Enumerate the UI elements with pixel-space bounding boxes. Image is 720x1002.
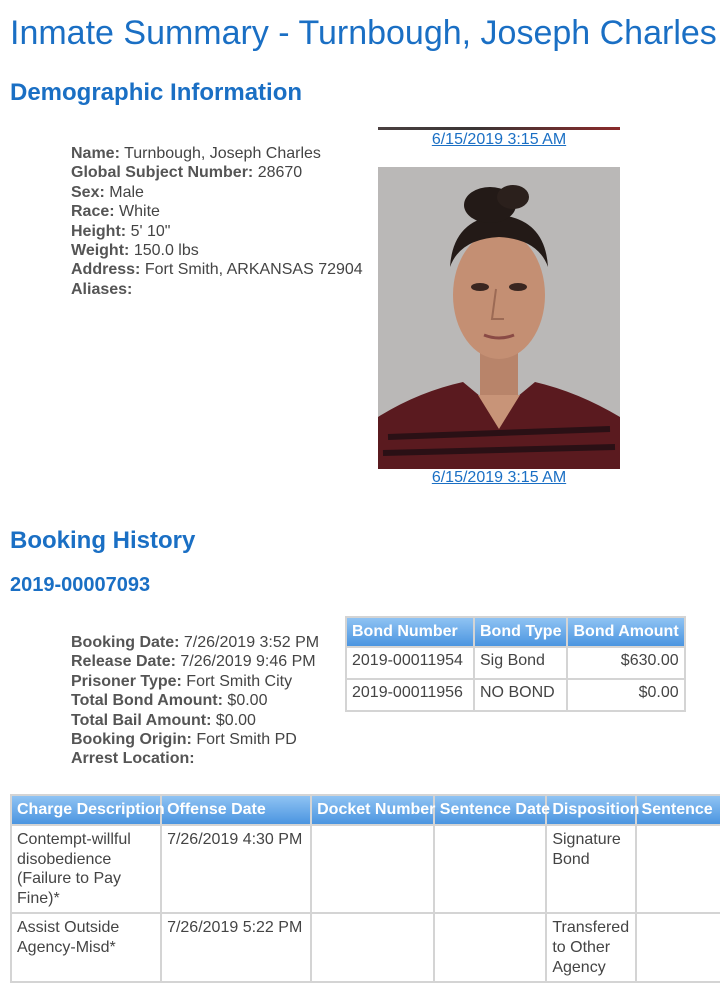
aliases-row	[71, 280, 363, 299]
bond-table	[345, 616, 686, 712]
total-bond-amount-row	[71, 691, 319, 710]
field-value: Male	[109, 183, 144, 201]
release-date-row	[71, 652, 319, 671]
field-label: Global Subject Number:	[71, 164, 254, 182]
previous-photo-edge	[378, 127, 620, 130]
booking-fields	[71, 633, 319, 769]
field-label: Race:	[71, 203, 115, 221]
bond-type-header[interactable]: Bond Type	[475, 618, 566, 646]
field-label: Total Bail Amount:	[71, 711, 212, 729]
mugshot-photo[interactable]	[378, 167, 620, 469]
photo-date-link[interactable]: 6/15/2019 3:15 AM	[431, 469, 567, 486]
arrest-location-row	[71, 749, 319, 768]
field-value: $0.00	[227, 692, 268, 710]
demographic-heading: Demographic Information	[10, 79, 303, 106]
demographic-fields	[71, 144, 363, 299]
booking-number[interactable]: 2019-00007093	[10, 574, 151, 596]
bond-amount-cell: $0.00	[568, 680, 683, 710]
disposition-cell: Transfered to Other Agency	[547, 914, 634, 981]
bond-number-header[interactable]: Bond Number	[347, 618, 473, 646]
charges-table	[10, 794, 720, 983]
docket-number-cell	[312, 826, 433, 912]
field-label: Total Bond Amount:	[71, 692, 223, 710]
booking-history-heading: Booking History	[10, 527, 196, 554]
offense-date-header[interactable]: Offense Date	[162, 796, 310, 824]
bond-amount-header[interactable]: Bond Amount	[568, 618, 683, 646]
docket-number-header[interactable]: Docket Number	[312, 796, 433, 824]
bond-type-cell: NO BOND	[475, 680, 566, 710]
field-value: 5' 10"	[130, 222, 171, 240]
field-value: $0.00	[215, 711, 256, 729]
field-value: 7/26/2019 3:52 PM	[183, 634, 320, 651]
field-label: Height:	[71, 222, 127, 240]
field-value: Fort Smith PD	[196, 731, 297, 749]
sentence-date-cell	[435, 826, 546, 912]
docket-number-cell	[312, 914, 433, 981]
field-label: Release Date:	[71, 653, 176, 671]
charge-description-cell: Assist Outside Agency-Misd*	[12, 914, 160, 981]
photo-date-link[interactable]: 6/15/2019 3:15 AM	[431, 131, 567, 148]
field-value: 7/26/2019 9:46 PM	[180, 653, 316, 671]
weight-row	[71, 241, 363, 260]
field-label: Sex:	[71, 183, 105, 201]
field-label: Prisoner Type:	[71, 672, 182, 690]
field-label: Name:	[71, 145, 120, 162]
sentence-cell	[637, 914, 720, 981]
field-value: Fort Smith City	[186, 672, 293, 690]
height-row	[71, 222, 363, 241]
field-value: Turnbough, Joseph Charles	[124, 145, 321, 162]
sentence-date-cell	[435, 914, 546, 981]
table-row	[12, 826, 720, 912]
field-label: Weight:	[71, 242, 130, 260]
address-row	[71, 260, 363, 279]
charge-description-cell: Contempt-willful disobedience (Failure to Pay Fine)*	[12, 826, 160, 912]
bond-amount-cell: $630.00	[568, 648, 683, 678]
field-label: Aliases:	[71, 280, 133, 298]
table-row	[347, 648, 684, 678]
sentence-header[interactable]: Sentence	[637, 796, 720, 824]
booking-origin-row	[71, 730, 319, 749]
bond-type-cell: Sig Bond	[475, 648, 566, 678]
field-label: Arrest Location:	[71, 750, 195, 768]
charge-description-header[interactable]: Charge Description	[12, 796, 160, 824]
sex-row	[71, 183, 363, 202]
charges-header-row	[12, 796, 720, 824]
field-label: Address:	[71, 261, 141, 279]
total-bail-amount-row	[71, 711, 319, 730]
race-row	[71, 202, 363, 221]
disposition-cell: Signature Bond	[547, 826, 634, 912]
field-value: White	[119, 203, 160, 221]
prisoner-type-row	[71, 672, 319, 691]
table-row	[12, 914, 720, 981]
field-label: Booking Date:	[71, 634, 180, 651]
offense-date-cell: 7/26/2019 4:30 PM	[162, 826, 310, 912]
booking-date-row	[71, 633, 319, 652]
bond-header-row	[347, 618, 684, 646]
disposition-header[interactable]: Disposition	[547, 796, 634, 824]
page-title: Inmate Summary - Turnbough, Joseph Charles	[10, 14, 717, 52]
field-label: Booking Origin:	[71, 731, 192, 749]
sentence-date-header[interactable]: Sentence Date	[435, 796, 546, 824]
mugshot-image	[378, 167, 620, 469]
field-value: 150.0 lbs	[133, 242, 199, 260]
bond-number-cell: 2019-00011956	[347, 680, 473, 710]
field-value: Fort Smith, ARKANSAS 72904	[144, 261, 363, 279]
global-subject-number-row	[71, 163, 363, 182]
offense-date-cell: 7/26/2019 5:22 PM	[162, 914, 310, 981]
table-row	[347, 680, 684, 710]
field-value: 28670	[257, 164, 303, 182]
bond-number-cell: 2019-00011954	[347, 648, 473, 678]
sentence-cell	[637, 826, 720, 912]
name-row	[71, 144, 363, 163]
